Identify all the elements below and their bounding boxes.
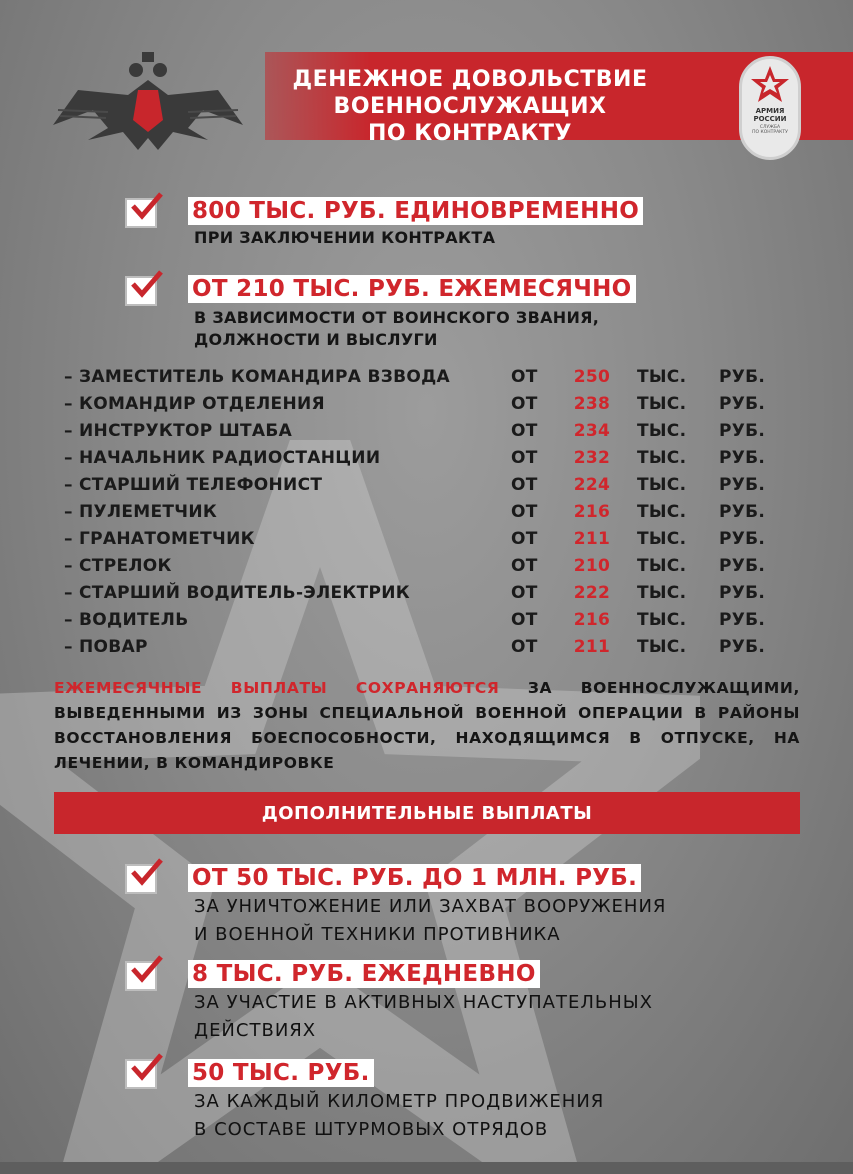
army-star-badge [739, 56, 801, 160]
from-label: ОТ [511, 421, 538, 441]
additional-description: ЗА УЧАСТИЕ В АКТИВНЫХ НАСТУПАТЕЛЬНЫХ ДЕЙСТВИЯХ [194, 992, 653, 1041]
bottom-divider [0, 1162, 853, 1174]
currency-label: РУБ. [719, 556, 766, 576]
from-label: ОТ [511, 583, 538, 603]
checkbox-checked-icon [125, 192, 165, 228]
from-label: ОТ [511, 475, 538, 495]
table-row [64, 637, 784, 664]
additional-headline: 8 ТЫС. РУБ. ЕЖЕДНЕВНО [188, 960, 540, 988]
currency-label: РУБ. [719, 610, 766, 630]
benefit-description: В ЗАВИСИМОСТИ ОТ ВОИНСКОГО ЗВАНИЯ, ДОЛЖНОСТИ И ВЫСЛУГИ [194, 308, 600, 349]
table-row [64, 556, 784, 583]
table-row [64, 502, 784, 529]
badge-label: АРМИЯ РОССИИ [753, 107, 787, 123]
currency-label: РУБ. [719, 475, 766, 495]
payments-note [54, 676, 800, 776]
position-name: – КОМАНДИР ОТДЕЛЕНИЯ [64, 394, 325, 414]
table-row [64, 610, 784, 637]
amount-value: 222 [573, 583, 611, 603]
from-label: ОТ [511, 529, 538, 549]
thousand-label: ТЫС. [637, 394, 687, 414]
table-row [64, 421, 784, 448]
benefit-headline: 800 ТЫС. РУБ. ЕДИНОВРЕМЕННО [188, 197, 643, 225]
amount-value: 216 [573, 610, 611, 630]
note-highlight: ЕЖЕМЕСЯЧНЫЕ ВЫПЛАТЫ СОХРАНЯЮТСЯ [54, 679, 500, 697]
double-headed-eagle-emblem [48, 50, 248, 160]
amount-value: 250 [573, 367, 611, 387]
additional-headline: 50 ТЫС. РУБ. [188, 1059, 374, 1087]
benefit-description: ПРИ ЗАКЛЮЧЕНИИ КОНТРАКТА [194, 228, 496, 247]
table-row [64, 529, 784, 556]
from-label: ОТ [511, 610, 538, 630]
from-label: ОТ [511, 367, 538, 387]
from-label: ОТ [511, 637, 538, 657]
checkbox-checked-icon [125, 858, 165, 894]
additional-description: ЗА КАЖДЫЙ КИЛОМЕТР ПРОДВИЖЕНИЯ В СОСТАВЕ ШТУРМОВЫХ ОТРЯДОВ [194, 1091, 605, 1140]
position-name: – ГРАНАТОМЕТЧИК [64, 529, 255, 549]
currency-label: РУБ. [719, 448, 766, 468]
red-star-icon [750, 65, 790, 103]
currency-label: РУБ. [719, 394, 766, 414]
currency-label: РУБ. [719, 367, 766, 387]
currency-label: РУБ. [719, 421, 766, 441]
thousand-label: ТЫС. [637, 448, 687, 468]
amount-value: 234 [573, 421, 611, 441]
position-name: – СТАРШИЙ ВОДИТЕЛЬ-ЭЛЕКТРИК [64, 583, 410, 603]
thousand-label: ТЫС. [637, 529, 687, 549]
table-row [64, 583, 784, 610]
position-name: – ПУЛЕМЕТЧИК [64, 502, 218, 522]
from-label: ОТ [511, 556, 538, 576]
from-label: ОТ [511, 448, 538, 468]
position-name: – СТРЕЛОК [64, 556, 172, 576]
additional-headline: ОТ 50 ТЫС. РУБ. ДО 1 МЛН. РУБ. [188, 864, 641, 892]
amount-value: 238 [573, 394, 611, 414]
checkbox-checked-icon [125, 1053, 165, 1089]
page-title: ДЕНЕЖНОЕ ДОВОЛЬСТВИЕ ВОЕННОСЛУЖАЩИХ ПО КОНТРАКТУ [292, 67, 648, 146]
thousand-label: ТЫС. [637, 475, 687, 495]
thousand-label: ТЫС. [637, 502, 687, 522]
table-row [64, 448, 784, 475]
amount-value: 211 [573, 529, 611, 549]
position-name: – ЗАМЕСТИТЕЛЬ КОМАНДИРА ВЗВОДА [64, 367, 450, 387]
from-label: ОТ [511, 502, 538, 522]
currency-label: РУБ. [719, 583, 766, 603]
checkbox-checked-icon [125, 270, 165, 306]
badge-sublabel: СЛУЖБА ПО КОНТРАКТУ [752, 125, 788, 135]
currency-label: РУБ. [719, 529, 766, 549]
amount-value: 232 [573, 448, 611, 468]
table-row [64, 394, 784, 421]
table-row [64, 367, 784, 394]
benefit-headline: ОТ 210 ТЫС. РУБ. ЕЖЕМЕСЯЧНО [188, 275, 636, 303]
thousand-label: ТЫС. [637, 556, 687, 576]
currency-label: РУБ. [719, 502, 766, 522]
from-label: ОТ [511, 394, 538, 414]
thousand-label: ТЫС. [637, 610, 687, 630]
amount-value: 216 [573, 502, 611, 522]
position-name: – ПОВАР [64, 637, 148, 657]
checkbox-checked-icon [125, 955, 165, 991]
position-name: – ИНСТРУКТОР ШТАБА [64, 421, 293, 441]
position-name: – НАЧАЛЬНИК РАДИОСТАНЦИИ [64, 448, 381, 468]
thousand-label: ТЫС. [637, 421, 687, 441]
note-text: ЗА ВОЕННОСЛУЖАЩИМИ, ВЫВЕДЕННЫМИ ИЗ ЗОНЫ СПЕЦИАЛЬНОЙ ВОЕННОЙ ОПЕРАЦИИ В РАЙОНЫ ВОССТАНОВЛЕНИЯ БОЕСПОСОБНОСТИ, НАХОДЯЩИМСЯ В ОТПУСКЕ, НА ЛЕЧЕНИИ, В КОМАНДИРОВКЕ [54, 679, 800, 772]
amount-value: 210 [573, 556, 611, 576]
additional-description: ЗА УНИЧТОЖЕНИЕ ИЛИ ЗАХВАТ ВООРУЖЕНИЯ И ВОЕННОЙ ТЕХНИКИ ПРОТИВНИКА [194, 896, 667, 945]
amount-value: 211 [573, 637, 611, 657]
amount-value: 224 [573, 475, 611, 495]
section-title-additional: ДОПОЛНИТЕЛЬНЫЕ ВЫПЛАТЫ [54, 792, 800, 834]
table-row [64, 475, 784, 502]
thousand-label: ТЫС. [637, 637, 687, 657]
currency-label: РУБ. [719, 637, 766, 657]
position-name: – СТАРШИЙ ТЕЛЕФОНИСТ [64, 475, 323, 495]
thousand-label: ТЫС. [637, 583, 687, 603]
position-name: – ВОДИТЕЛЬ [64, 610, 189, 630]
thousand-label: ТЫС. [637, 367, 687, 387]
